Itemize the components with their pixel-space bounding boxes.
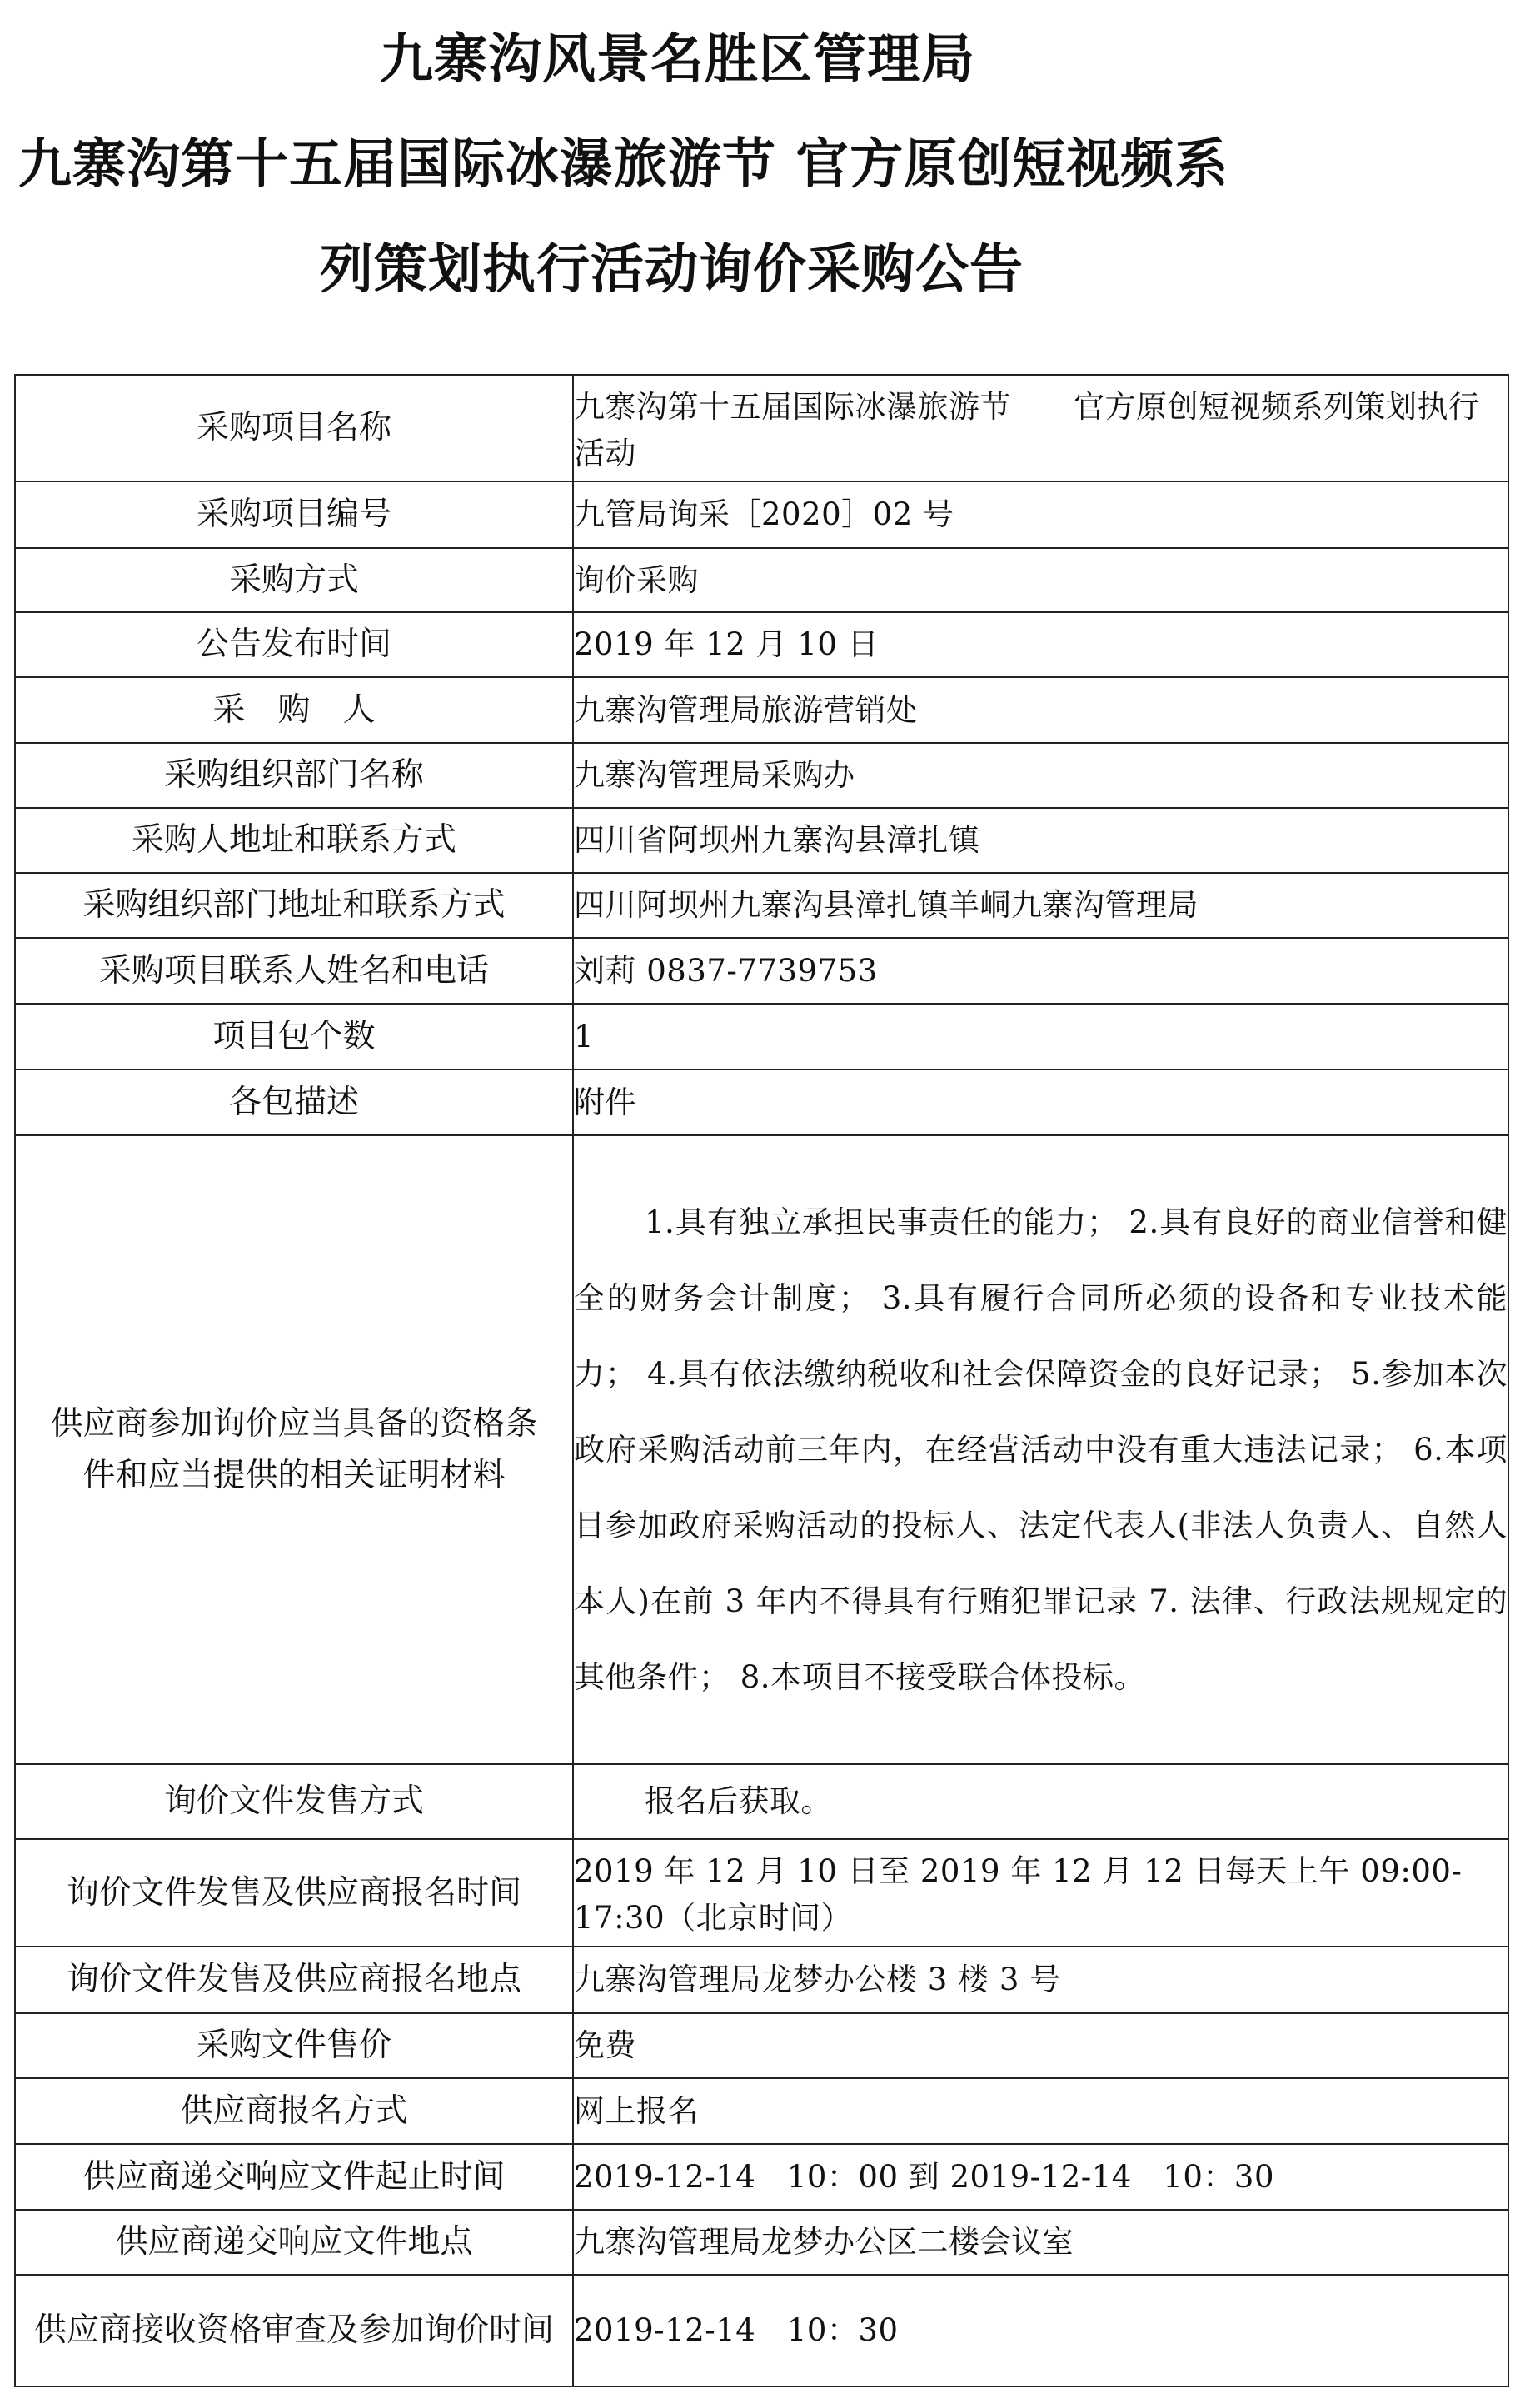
table-row bbox=[15, 808, 1508, 873]
row-value-organizer-address: 四川阿坝州九寨沟县漳扎镇羊峒九寨沟管理局 bbox=[573, 873, 1508, 938]
row-value-package-count: 1 bbox=[573, 1004, 1508, 1069]
row-label-method: 采购方式 bbox=[15, 548, 573, 612]
row-value-review-time: 2019-12-14 10：30 bbox=[573, 2275, 1508, 2386]
table-row bbox=[15, 743, 1508, 808]
row-label-registration-time: 询价文件发售及供应商报名时间 bbox=[15, 1839, 573, 1947]
row-label-package-count: 项目包个数 bbox=[15, 1004, 573, 1069]
row-value-package-description: 附件 bbox=[573, 1069, 1508, 1135]
row-value-submission-time: 2019-12-14 10：00 到 2019-12-14 10：30 bbox=[573, 2144, 1508, 2210]
table-row bbox=[15, 1764, 1508, 1839]
row-value-submission-place: 九寨沟管理局龙梦办公区二楼会议室 bbox=[573, 2210, 1508, 2275]
row-label-package-description: 各包描述 bbox=[15, 1069, 573, 1135]
issuer-title: 九寨沟风景名胜区管理局 bbox=[380, 29, 975, 91]
row-label-organizer: 采购组织部门名称 bbox=[15, 743, 573, 808]
row-value-sale-method: 报名后获取。 bbox=[573, 1764, 1508, 1839]
row-label-organizer-address: 采购组织部门地址和联系方式 bbox=[15, 873, 573, 938]
table-row bbox=[15, 2275, 1508, 2386]
row-value-method: 询价采购 bbox=[573, 548, 1508, 612]
table-row bbox=[15, 1135, 1508, 1764]
table-row bbox=[15, 375, 1508, 481]
table-row bbox=[15, 2144, 1508, 2210]
row-label-project-name: 采购项目名称 bbox=[15, 375, 573, 481]
table-row bbox=[15, 677, 1508, 743]
row-label-project-number: 采购项目编号 bbox=[15, 481, 573, 548]
row-label-purchaser-address: 采购人地址和联系方式 bbox=[15, 808, 573, 873]
row-label-submission-time: 供应商递交响应文件起止时间 bbox=[15, 2144, 573, 2210]
row-value-project-number: 九管局询采［2020］02 号 bbox=[573, 481, 1508, 548]
table-row bbox=[15, 938, 1508, 1004]
row-label-document-price: 采购文件售价 bbox=[15, 2013, 573, 2078]
table-row bbox=[15, 873, 1508, 938]
row-label-purchaser: 采 购 人 bbox=[15, 677, 573, 743]
table-row bbox=[15, 1069, 1508, 1135]
table-row bbox=[15, 612, 1508, 677]
table-row bbox=[15, 2210, 1508, 2275]
table-row bbox=[15, 1004, 1508, 1069]
table-row bbox=[15, 1947, 1508, 2013]
row-value-qualifications: 1.具有独立承担民事责任的能力； 2.具有良好的商业信誉和健全的财务会计制度； 3.具有履行合同所必须的设备和专业技术能力； 4.具有依法缴纳税收和社会保障资金的良好记录； 5.参加本次政府采购活动前三年内，在经营活动中没有重大违法记录； 6.本项目参加政府采购活动的投标人、法定代表人(非法人负责人、自然人本人)在前 3 年内不得具有行贿犯罪记录 7. 法律、行政法规规定的其他条件； 8.本项目不接受联合体投标。 bbox=[573, 1135, 1508, 1764]
row-label-qualifications: 供应商参加询价应当具备的资格条件和应当提供的相关证明材料 bbox=[15, 1135, 573, 1764]
row-label-contact: 采购项目联系人姓名和电话 bbox=[15, 938, 573, 1004]
row-label-registration-method: 供应商报名方式 bbox=[15, 2078, 573, 2144]
row-value-registration-time: 2019 年 12 月 10 日至 2019 年 12 月 12 日每天上午 09:00-17:30（北京时间） bbox=[573, 1839, 1508, 1947]
row-value-document-price: 免费 bbox=[573, 2013, 1508, 2078]
table-row bbox=[15, 481, 1508, 548]
table-row bbox=[15, 548, 1508, 612]
row-value-contact: 刘莉 0837-7739753 bbox=[573, 938, 1508, 1004]
table-row bbox=[15, 2013, 1508, 2078]
table-row bbox=[15, 1839, 1508, 1947]
row-value-project-name: 九寨沟第十五届国际冰瀑旅游节 官方原创短视频系列策划执行活动 bbox=[573, 375, 1508, 481]
row-label-sale-method: 询价文件发售方式 bbox=[15, 1764, 573, 1839]
procurement-info-table bbox=[14, 374, 1509, 2387]
row-label-registration-place: 询价文件发售及供应商报名地点 bbox=[15, 1947, 573, 2013]
row-value-purchaser: 九寨沟管理局旅游营销处 bbox=[573, 677, 1508, 743]
row-value-publish-date: 2019 年 12 月 10 日 bbox=[573, 612, 1508, 677]
notice-title-line-1: 九寨沟第十五届国际冰瀑旅游节 官方原创短视频系 bbox=[18, 134, 1229, 196]
row-label-submission-place: 供应商递交响应文件地点 bbox=[15, 2210, 573, 2275]
row-label-publish-date: 公告发布时间 bbox=[15, 612, 573, 677]
row-value-registration-place: 九寨沟管理局龙梦办公楼 3 楼 3 号 bbox=[573, 1947, 1508, 2013]
row-label-review-time: 供应商接收资格审查及参加询价时间 bbox=[15, 2275, 573, 2386]
row-value-registration-method: 网上报名 bbox=[573, 2078, 1508, 2144]
table-row bbox=[15, 2078, 1508, 2144]
row-value-organizer: 九寨沟管理局采购办 bbox=[573, 743, 1508, 808]
notice-title-line-2: 列策划执行活动询价采购公告 bbox=[320, 239, 1024, 301]
row-value-purchaser-address: 四川省阿坝州九寨沟县漳扎镇 bbox=[573, 808, 1508, 873]
